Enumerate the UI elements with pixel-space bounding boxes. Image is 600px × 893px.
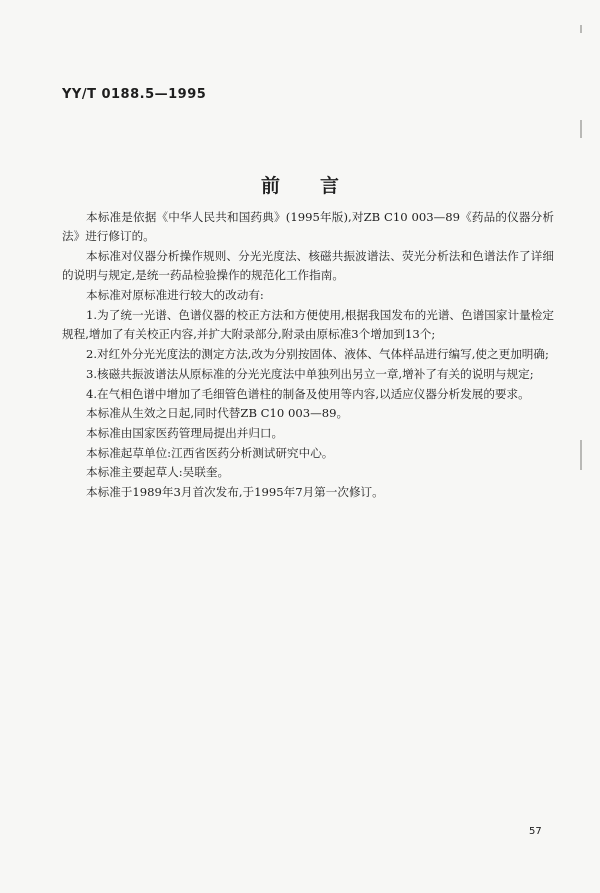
paragraph: 本标准对原标准进行较大的改动有: (86, 288, 264, 302)
paragraph: 本标准于1989年3月首次发布,于1995年7月第一次修订。 (86, 485, 384, 499)
paragraph: 本标准起草单位:江西省医药分析测试研究中心。 (86, 446, 334, 460)
paragraph: 本标准对仪器分析操作规则、分光光度法、核磁共振波谱法、荧光分析法和色谱法作了详细的说明与规定,是统一药品检验操作的规范化工作指南。 (62, 249, 554, 282)
scan-edge-mark (580, 25, 582, 33)
paragraph: 本标准从生效之日起,同时代替ZB C10 003—89。 (86, 406, 349, 420)
preface-body (62, 208, 554, 502)
paragraph: 本标准主要起草人:吴联奎。 (86, 465, 230, 479)
list-item: 2.对红外分光光度法的测定方法,改为分别按固体、液体、气体样品进行编写,使之更加明确; (86, 347, 549, 361)
standard-code: YY/T 0188.5—1995 (62, 87, 207, 102)
scan-edge-mark (580, 440, 582, 470)
list-item: 3.核磁共振波谱法从原标准的分光光度法中单独列出另立一章,增补了有关的说明与规定; (86, 367, 534, 381)
paragraph: 本标准由国家医药管理局提出并归口。 (86, 426, 284, 440)
scan-edge-mark (580, 120, 582, 138)
page-title: 前言 (260, 175, 379, 197)
page-number: 57 (529, 826, 542, 837)
list-item: 1.为了统一光谱、色谱仪器的校正方法和方便使用,根据我国发布的光谱、色谱国家计量检定规程,增加了有关校正内容,并扩大附录部分,附录由原标准3个增加到13个; (62, 308, 554, 341)
list-item: 4.在气相色谱中增加了毛细管色谱柱的制备及使用等内容,以适应仪器分析发展的要求。 (86, 387, 530, 401)
paragraph: 本标准是依据《中华人民共和国药典》(1995年版),对ZB C10 003—89《药品的仪器分析法》进行修订的。 (62, 210, 554, 243)
